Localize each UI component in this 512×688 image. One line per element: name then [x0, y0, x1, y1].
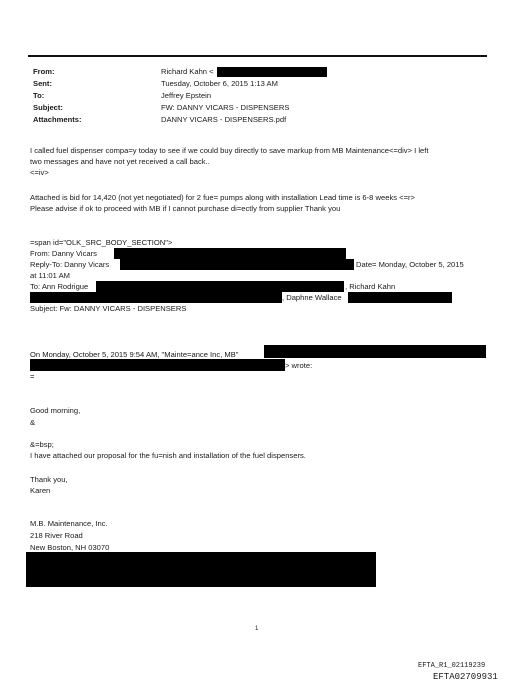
quote-equals: = — [30, 372, 35, 381]
redaction-box — [264, 345, 486, 358]
fwd-time: at 11:01 AM — [30, 271, 70, 280]
redaction-box — [96, 281, 344, 292]
redaction-box — [114, 248, 346, 259]
efta-id-1: EFTA_R1_02119239 — [418, 662, 486, 670]
redaction-box — [26, 552, 376, 587]
fwd-reply-to: Reply-To: Danny Vicars — [30, 260, 110, 269]
redaction-box — [348, 292, 452, 303]
quote-on-line: On Monday, October 5, 2015 9:54 AM, "Mainte=ance Inc, MB" — [30, 350, 239, 359]
fwd-from: From: Danny Vicars — [30, 249, 97, 258]
sent-value: Tuesday, October 6, 2015 1:13 AM — [161, 79, 278, 88]
span-line: =span id="OLK_SRC_BODY_SECTION"> — [30, 238, 173, 247]
quote-nbsp: &=bsp; — [30, 440, 54, 449]
fwd-subject: Subject: Fw: DANNY VICARS - DISPENSERS — [30, 304, 187, 313]
sent-label: Sent: — [33, 79, 52, 88]
from-value: Richard Kahn < — [161, 67, 214, 76]
to-value: Jeffrey Epstein — [161, 91, 212, 100]
fwd-to: To: Ann Rodrigue — [30, 282, 89, 291]
address-street: 218 River Road — [30, 531, 83, 540]
header-rule — [28, 55, 487, 57]
quote-thanks: Thank you, — [30, 475, 68, 484]
page-number: 1 — [255, 626, 259, 632]
address-company: M.B. Maintenance, Inc. — [30, 519, 108, 528]
subject-value: FW: DANNY VICARS - DISPENSERS — [161, 103, 290, 112]
fwd-kahn: , Richard Kahn — [345, 282, 396, 291]
redaction-box — [217, 67, 327, 77]
body-paragraph-2-line-2: Please advise if ok to proceed with MB if I cannot purchase di=ectly from supplier Thank you — [30, 204, 341, 213]
body-paragraph-2-line-1: Attached is bid for 14,420 (not yet negotiated) for 2 fue= pumps along with installation Lead time is 6-8 weeks <=r> — [30, 193, 415, 202]
efta-id-2: EFTA02709931 — [433, 672, 498, 682]
quote-greeting: Good morning, — [30, 406, 81, 415]
quote-name: Karen — [30, 486, 51, 495]
to-label: To: — [33, 91, 45, 100]
redaction-box — [120, 259, 354, 270]
redaction-box — [30, 359, 285, 371]
quote-wrote: > wrote: — [285, 361, 313, 370]
subject-label: Subject: — [33, 103, 63, 112]
fwd-wallace: , Daphne Wallace — [282, 293, 342, 302]
attachments-label: Attachments: — [33, 115, 82, 124]
redaction-box — [30, 292, 282, 303]
address-city: New Boston, NH 03070 — [30, 543, 110, 552]
quote-attached: I have attached our proposal for the fu=nish and installation of the fuel dispensers. — [30, 451, 306, 460]
body-paragraph-1-line-2: two messages and have not yet received a call back.. — [30, 157, 210, 166]
fwd-date: Date= Monday, October 5, 2015 — [356, 260, 464, 269]
attachments-value[interactable]: DANNY VICARS - DISPENSERS.pdf — [161, 115, 287, 124]
body-paragraph-1-line-1: I called fuel dispenser compa=y today to see if we could buy directly to save markup from MB Maintenance<=div> I left — [30, 146, 429, 155]
body-paragraph-1-line-3: <=iv> — [30, 168, 49, 177]
from-label: From: — [33, 67, 55, 76]
quote-amp: & — [30, 418, 36, 427]
